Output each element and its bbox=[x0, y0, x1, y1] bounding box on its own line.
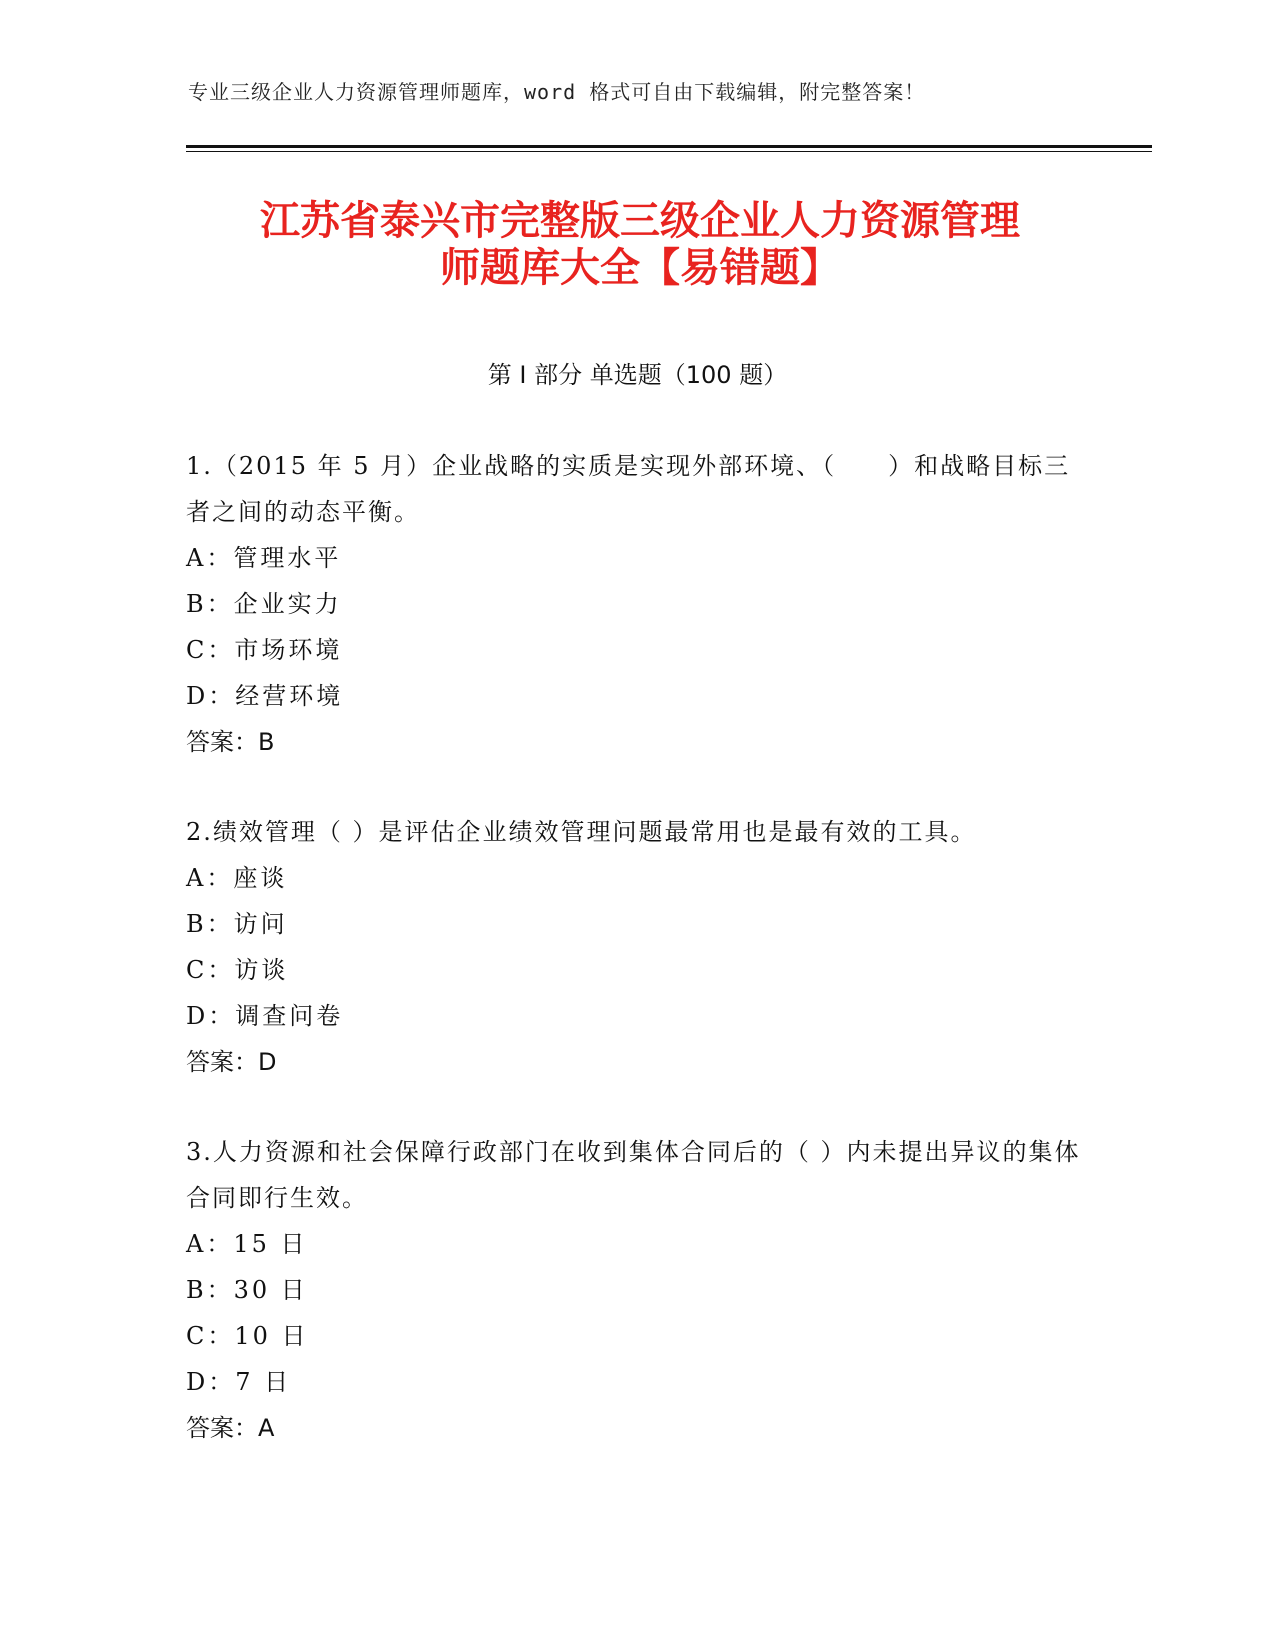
option-c: C：访谈 bbox=[186, 956, 289, 984]
option-d: D：7 日 bbox=[186, 1368, 292, 1396]
option-c: C：10 日 bbox=[186, 1322, 309, 1350]
section-title: 第 I 部分 单选题（100 题） bbox=[487, 361, 788, 389]
option-d: D：调查问卷 bbox=[186, 1002, 344, 1030]
option-b: B：访问 bbox=[186, 910, 288, 938]
header-divider-thick bbox=[186, 145, 1152, 148]
question-list bbox=[186, 443, 1086, 1495]
question-stem: 2.绩效管理（ ）是评估企业绩效管理问题最常用也是最有效的工具。 bbox=[186, 818, 977, 846]
document-title bbox=[160, 198, 1120, 292]
answer: 答案：A bbox=[186, 1414, 275, 1442]
title-line-2: 师题库大全【易错题】 bbox=[440, 245, 840, 291]
question-3 bbox=[186, 1129, 1086, 1451]
answer: 答案：D bbox=[186, 1048, 277, 1076]
title-line-1: 江苏省泰兴市完整版三级企业人力资源管理 bbox=[260, 198, 1020, 244]
question-2 bbox=[186, 809, 1086, 1085]
question-stem: 1.（2015 年 5 月）企业战略的实质是实现外部环境、（ ）和战略目标三者之间的动态平衡。 bbox=[186, 452, 1071, 526]
option-a: A：15 日 bbox=[186, 1230, 308, 1258]
option-c: C：市场环境 bbox=[186, 636, 343, 664]
option-b: B：企业实力 bbox=[186, 590, 342, 618]
question-stem: 3.人力资源和社会保障行政部门在收到集体合同后的（ ）内未提出异议的集体合同即行生效。 bbox=[186, 1138, 1081, 1212]
option-b: B：30 日 bbox=[186, 1276, 308, 1304]
answer: 答案：B bbox=[186, 728, 275, 756]
question-1 bbox=[186, 443, 1086, 765]
header-divider-thin bbox=[186, 151, 1152, 152]
option-d: D：经营环境 bbox=[186, 682, 344, 710]
option-a: A：管理水平 bbox=[186, 544, 342, 572]
option-a: A：座谈 bbox=[186, 864, 288, 892]
header-note: 专业三级企业人力资源管理师题库，word 格式可自由下载编辑，附完整答案！ bbox=[188, 80, 926, 104]
